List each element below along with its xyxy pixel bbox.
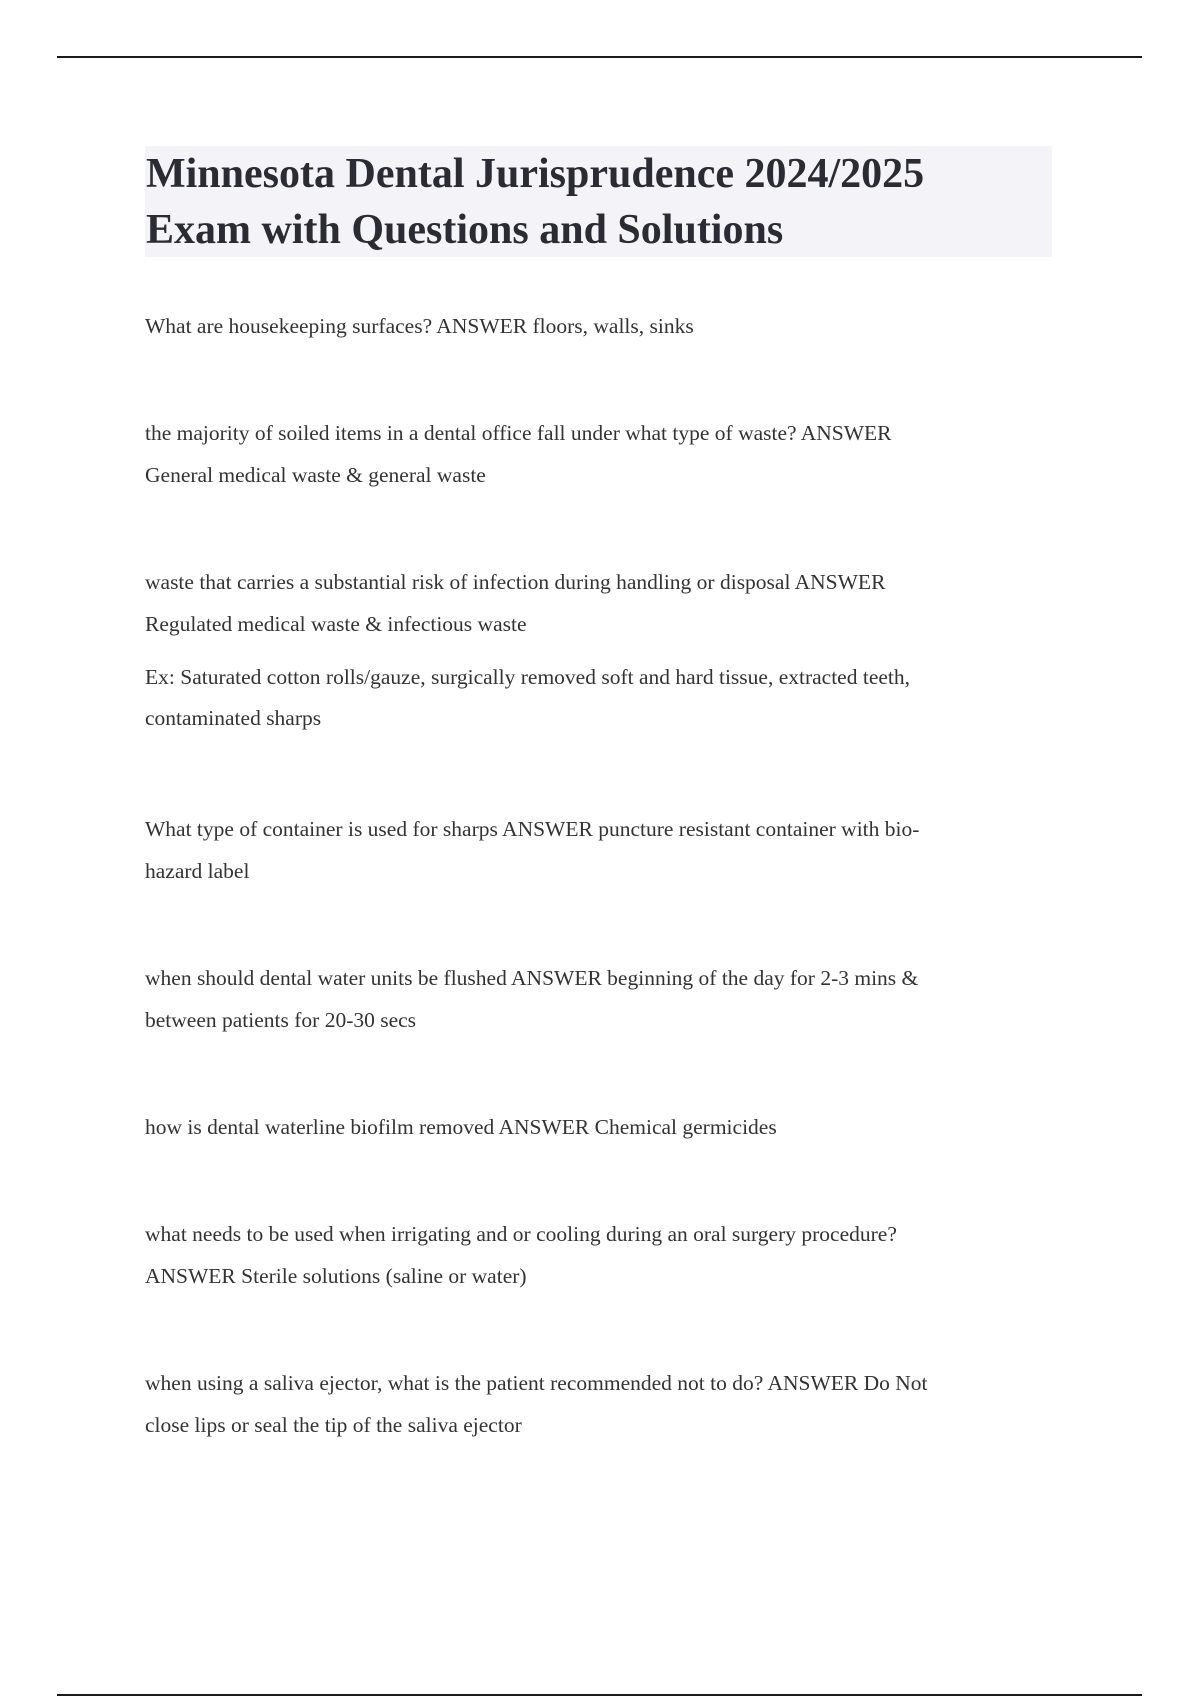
qa-entry-5 <box>145 957 1045 1041</box>
qa-entry-line-2: General medical waste & general waste <box>145 463 486 487</box>
qa-entry-line-1: when should dental water units be flushed ANSWER beginning of the day for 2-3 mins & <box>145 966 919 990</box>
page-title-line-2: Exam with Questions and Solutions <box>146 207 784 253</box>
qa-entry-text: how is dental waterline biofilm removed ANSWER Chemical germicides <box>145 1115 777 1139</box>
qa-entry-text: What are housekeeping surfaces? ANSWER floors, walls, sinks <box>145 314 694 338</box>
qa-entry-line-1: what needs to be used when irrigating and or cooling during an oral surgery procedure? <box>145 1222 897 1246</box>
qa-example-line-1: Ex: Saturated cotton rolls/gauze, surgically removed soft and hard tissue, extracted teeth, <box>145 665 911 689</box>
page-title <box>145 146 1052 258</box>
qa-entry-line-1: What type of container is used for sharps ANSWER puncture resistant container with bio- <box>145 817 920 841</box>
qa-entry-4 <box>145 808 1045 892</box>
qa-entry-line-2: ANSWER Sterile solutions (saline or water) <box>145 1264 527 1288</box>
bottom-rule <box>57 1694 1142 1696</box>
qa-entry-line-1: when using a saliva ejector, what is the patient recommended not to do? ANSWER Do Not <box>145 1371 928 1395</box>
qa-example-line-2: contaminated sharps <box>145 706 322 730</box>
top-rule <box>57 56 1142 58</box>
qa-entry-3 <box>145 561 1045 739</box>
title-block <box>145 146 1052 257</box>
page-title-line-1: Minnesota Dental Jurisprudence 2024/2025 <box>146 151 925 197</box>
qa-entry-6 <box>145 1106 1045 1148</box>
qa-entry-2 <box>145 412 1045 496</box>
qa-entry-line-1: waste that carries a substantial risk of infection during handling or disposal ANSWER <box>145 570 886 594</box>
qa-entry-line-2: between patients for 20-30 secs <box>145 1008 417 1032</box>
qa-entry-8 <box>145 1362 1045 1446</box>
qa-entry-1 <box>145 305 1045 347</box>
qa-entry-line-2: hazard label <box>145 859 250 883</box>
qa-entry-line-2: close lips or seal the tip of the saliva ejector <box>145 1413 522 1437</box>
qa-entry-line-1: the majority of soiled items in a dental office fall under what type of waste? ANSWER <box>145 421 892 445</box>
qa-entry-line-2: Regulated medical waste & infectious waste <box>145 612 527 636</box>
qa-entry-7 <box>145 1213 1045 1297</box>
